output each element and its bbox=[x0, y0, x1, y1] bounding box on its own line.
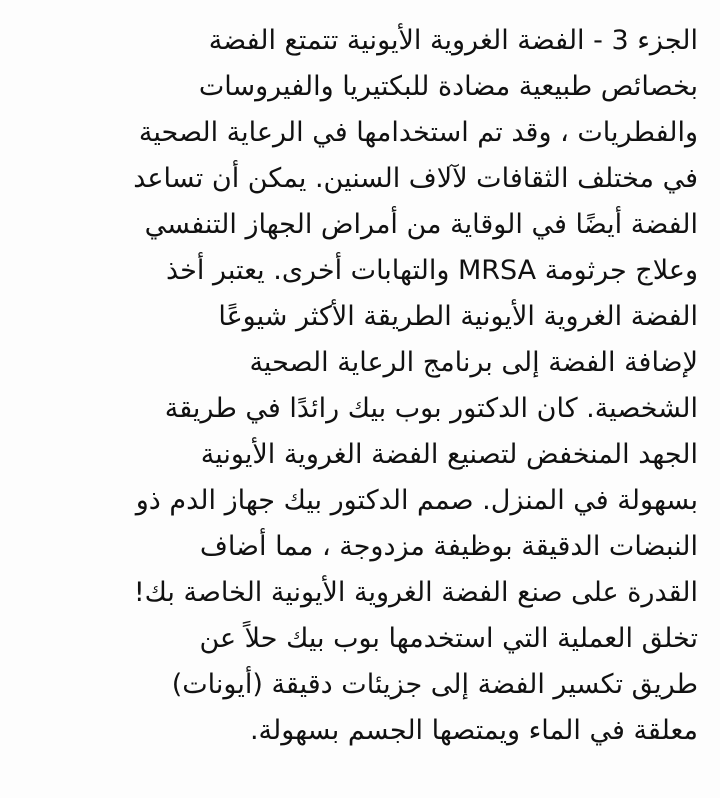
text-line-1: الجزء 3 - الفضة الغروية الأيونية تتمتع الفضة bbox=[208, 25, 698, 56]
text-line-16: معلقة في الماء ويمتصها الجسم بسهولة. bbox=[249, 715, 698, 746]
text-line-4: في مختلف الثقافات لآلاف السنين. يمكن أن تساعد bbox=[133, 163, 698, 194]
text-line-15: طريق تكسير الفضة إلى جزيئات دقيقة (أيونات) bbox=[171, 669, 698, 700]
text-line-8: لإضافة الفضة إلى برنامج الرعاية الصحية bbox=[249, 347, 698, 378]
text-line-11: بسهولة في المنزل. صمم الدكتور بيك جهاز الدم ذو bbox=[135, 485, 698, 516]
text-line-14: تخلق العملية التي استخدمها بوب بيك حلاً عن bbox=[199, 623, 698, 654]
text-line-12: النبضات الدقيقة بوظيفة مزدوجة ، مما أضاف bbox=[199, 531, 698, 562]
text-line-6: وعلاج جرثومة MRSA والتهابات أخرى. يعتبر أخذ bbox=[166, 255, 698, 286]
text-line-9: الشخصية. كان الدكتور بوب بيك رائدًا في طريقة bbox=[164, 393, 698, 424]
text-line-13: القدرة على صنع الفضة الغروية الأيونية الخاصة بك! bbox=[133, 577, 698, 608]
text-line-10: الجهد المنخفض لتصنيع الفضة الغروية الأيونية bbox=[200, 439, 698, 470]
text-line-7: الفضة الغروية الأيونية الطريقة الأكثر شيوعًا bbox=[218, 301, 698, 332]
text-line-3: والفطريات ، وقد تم استخدامها في الرعاية الصحية bbox=[138, 117, 698, 148]
text-line-2: بخصائص طبيعية مضادة للبكتيريا والفيروسات bbox=[198, 71, 698, 102]
text-line-5: الفضة أيضًا في الوقاية من أمراض الجهاز التنفسي bbox=[144, 209, 698, 240]
